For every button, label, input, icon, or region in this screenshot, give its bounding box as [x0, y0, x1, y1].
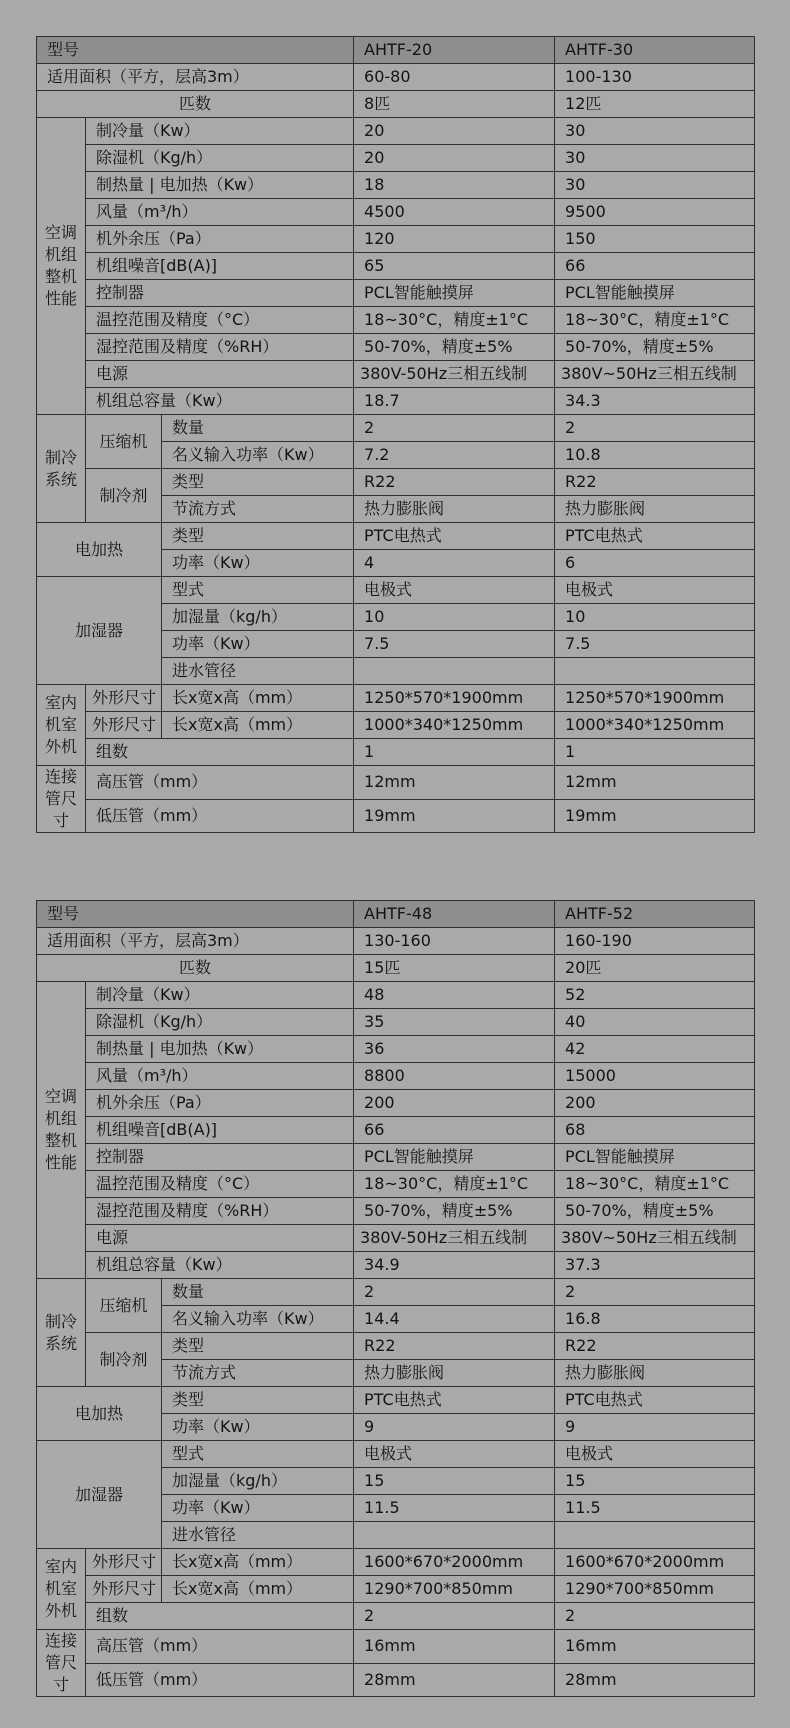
row-label: 温控范围及精度（°C）: [86, 307, 354, 334]
row-label: 功率（Kw）: [162, 1414, 354, 1441]
cell-value: 12匹: [555, 91, 755, 118]
row-label: 加湿量（kg/h）: [162, 604, 354, 631]
row-label: 风量（m³/h）: [86, 1063, 354, 1090]
row-label: 数量: [162, 415, 354, 442]
cell-value: 34.9: [354, 1252, 555, 1279]
cell-value: 15: [354, 1468, 555, 1495]
row-label: 制热量 | 电加热（Kw）: [86, 1036, 354, 1063]
cell-value: 10: [354, 604, 555, 631]
cell-value: 热力膨胀阀: [555, 1360, 755, 1387]
row-sublabel: 长x宽x高（mm）: [162, 685, 354, 712]
cell-value: 电极式: [555, 577, 755, 604]
cell-value: PCL智能触摸屏: [354, 1144, 555, 1171]
table-row: [37, 1630, 755, 1664]
cell-value: 1600*670*2000mm: [354, 1549, 555, 1576]
cell-value: [354, 658, 555, 685]
cell-value: 1000*340*1250mm: [354, 712, 555, 739]
row-label: 名义输入功率（Kw）: [162, 442, 354, 469]
table-row: [37, 1603, 755, 1630]
model-name: AHTF-52: [555, 901, 755, 928]
table-row: [37, 226, 755, 253]
cell-value: 11.5: [354, 1495, 555, 1522]
cell-value: 68: [555, 1117, 755, 1144]
row-label: 制热量 | 电加热（Kw）: [86, 172, 354, 199]
row-label: 类型: [162, 1333, 354, 1360]
cell-value: 2: [555, 415, 755, 442]
cell-value: 1250*570*1900mm: [555, 685, 755, 712]
table-row: [37, 145, 755, 172]
row-label: 湿控范围及精度（%RH）: [86, 1198, 354, 1225]
cell-value: 380V-50Hz三相五线制: [354, 1225, 555, 1252]
cell-value: 52: [555, 982, 755, 1009]
cell-value: 4500: [354, 199, 555, 226]
cell-value: 8800: [354, 1063, 555, 1090]
horsepower-row: [37, 91, 755, 118]
row-label: 机组总容量（Kw）: [86, 1252, 354, 1279]
cell-value: PTC电热式: [555, 523, 755, 550]
table-row: [37, 361, 755, 388]
cell-value: 42: [555, 1036, 755, 1063]
table-row: [37, 1387, 755, 1414]
row-label: 外形尺寸: [86, 1576, 162, 1603]
cell-value: 7.5: [354, 631, 555, 658]
table-row: [37, 1576, 755, 1603]
cell-value: 30: [555, 172, 755, 199]
cell-value: [555, 658, 755, 685]
cell-value: 20: [354, 145, 555, 172]
cell-value: 15000: [555, 1063, 755, 1090]
cell-value: 100-130: [555, 64, 755, 91]
table-row: [37, 1549, 755, 1576]
cell-value: 48: [354, 982, 555, 1009]
group-label-ac-unit: 空调机组整机性能: [37, 982, 86, 1279]
cell-value: 16mm: [555, 1630, 755, 1664]
cell-value: 1000*340*1250mm: [555, 712, 755, 739]
cell-value: 12mm: [555, 766, 755, 800]
cell-value: PTC电热式: [555, 1387, 755, 1414]
group-label-refrigeration: 制冷系统: [37, 1279, 86, 1387]
row-label: 加湿量（kg/h）: [162, 1468, 354, 1495]
row-label: 进水管径: [162, 658, 354, 685]
cell-value: 6: [555, 550, 755, 577]
row-sublabel: 长x宽x高（mm）: [162, 712, 354, 739]
cell-value: 2: [354, 415, 555, 442]
cell-value: 19mm: [555, 799, 755, 833]
cell-value: 160-190: [555, 928, 755, 955]
cell-value: 34.3: [555, 388, 755, 415]
cell-value: 40: [555, 1009, 755, 1036]
cell-value: 8匹: [354, 91, 555, 118]
row-label: 匹数: [37, 91, 354, 118]
cell-value: 热力膨胀阀: [555, 496, 755, 523]
table-row: [37, 388, 755, 415]
table-row: [37, 1441, 755, 1468]
table-row: [37, 415, 755, 442]
table-row: [37, 280, 755, 307]
cell-value: 热力膨胀阀: [354, 1360, 555, 1387]
table-row: [37, 1663, 755, 1697]
row-label: 低压管（mm）: [86, 1663, 354, 1697]
cell-value: 50-70%，精度±5%: [555, 334, 755, 361]
table-row: [37, 469, 755, 496]
table-row: [37, 118, 755, 145]
cell-value: 电极式: [555, 1441, 755, 1468]
cell-value: [555, 1522, 755, 1549]
group-label-heater: 电加热: [37, 1387, 162, 1441]
cell-value: 12mm: [354, 766, 555, 800]
cell-value: 19mm: [354, 799, 555, 833]
group-label-refrigeration: 制冷系统: [37, 415, 86, 523]
cell-value: 50-70%，精度±5%: [354, 1198, 555, 1225]
subgroup-label-refrigerant: 制冷剂: [86, 1333, 162, 1387]
row-label: 除湿机（Kg/h）: [86, 1009, 354, 1036]
row-label: 数量: [162, 1279, 354, 1306]
cell-value: 7.5: [555, 631, 755, 658]
row-label: 制冷量（Kw）: [86, 118, 354, 145]
horsepower-row: [37, 955, 755, 982]
row-sublabel: 长x宽x高（mm）: [162, 1549, 354, 1576]
cell-value: 1290*700*850mm: [354, 1576, 555, 1603]
table-row: [37, 1171, 755, 1198]
row-label: 控制器: [86, 1144, 354, 1171]
cell-value: 37.3: [555, 1252, 755, 1279]
row-label: 控制器: [86, 280, 354, 307]
row-label: 型式: [162, 1441, 354, 1468]
row-label: 功率（Kw）: [162, 1495, 354, 1522]
row-label: 机外余压（Pa）: [86, 226, 354, 253]
row-label: 低压管（mm）: [86, 799, 354, 833]
table-row: [37, 739, 755, 766]
cell-value: 15: [555, 1468, 755, 1495]
area-row: [37, 928, 755, 955]
subgroup-label-compressor: 压缩机: [86, 415, 162, 469]
spec-table-2: [36, 900, 755, 1697]
row-label: 节流方式: [162, 496, 354, 523]
model-name: AHTF-20: [354, 37, 555, 64]
group-label-units: 室内机室外机: [37, 1549, 86, 1630]
cell-value: 200: [555, 1090, 755, 1117]
cell-value: R22: [555, 469, 755, 496]
area-row: [37, 64, 755, 91]
cell-value: 36: [354, 1036, 555, 1063]
cell-value: 10.8: [555, 442, 755, 469]
subgroup-label-compressor: 压缩机: [86, 1279, 162, 1333]
table-row: [37, 982, 755, 1009]
model-label: 型号: [37, 901, 354, 928]
row-label: 适用面积（平方，层高3m）: [37, 64, 354, 91]
cell-value: 60-80: [354, 64, 555, 91]
table-row: [37, 1090, 755, 1117]
table-row: [37, 1009, 755, 1036]
table-row: [37, 307, 755, 334]
cell-value: 1600*670*2000mm: [555, 1549, 755, 1576]
spec-table-1: [36, 36, 755, 833]
cell-value: 1250*570*1900mm: [354, 685, 555, 712]
cell-value: PTC电热式: [354, 1387, 555, 1414]
cell-value: 150: [555, 226, 755, 253]
cell-value: 380V~50Hz三相五线制: [555, 361, 755, 388]
row-label: 进水管径: [162, 1522, 354, 1549]
cell-value: 50-70%，精度±5%: [354, 334, 555, 361]
table-row: [37, 712, 755, 739]
cell-value: 130-160: [354, 928, 555, 955]
table-row: [37, 253, 755, 280]
cell-value: R22: [354, 1333, 555, 1360]
cell-value: 18~30°C，精度±1°C: [354, 307, 555, 334]
group-label-piping: 连接管尺寸: [37, 766, 86, 833]
row-label: 机组总容量（Kw）: [86, 388, 354, 415]
cell-value: 16mm: [354, 1630, 555, 1664]
cell-value: 66: [555, 253, 755, 280]
cell-value: PCL智能触摸屏: [555, 1144, 755, 1171]
cell-value: 1: [354, 739, 555, 766]
cell-value: [354, 1522, 555, 1549]
cell-value: PTC电热式: [354, 523, 555, 550]
cell-value: 380V-50Hz三相五线制: [354, 361, 555, 388]
cell-value: 65: [354, 253, 555, 280]
cell-value: 2: [555, 1603, 755, 1630]
model-header-row: [37, 901, 755, 928]
table-row: [37, 199, 755, 226]
model-header-row: [37, 37, 755, 64]
row-label: 风量（m³/h）: [86, 199, 354, 226]
cell-value: 7.2: [354, 442, 555, 469]
model-label: 型号: [37, 37, 354, 64]
row-label: 节流方式: [162, 1360, 354, 1387]
group-label-units: 室内机室外机: [37, 685, 86, 766]
table-row: [37, 1144, 755, 1171]
cell-value: 热力膨胀阀: [354, 496, 555, 523]
cell-value: 15匹: [354, 955, 555, 982]
table-row: [37, 334, 755, 361]
table-row: [37, 577, 755, 604]
table-row: [37, 799, 755, 833]
row-label: 机组噪音[dB(A)]: [86, 1117, 354, 1144]
table-row: [37, 1117, 755, 1144]
cell-value: 9: [555, 1414, 755, 1441]
table-row: [37, 1279, 755, 1306]
row-label: 适用面积（平方，层高3m）: [37, 928, 354, 955]
cell-value: 50-70%，精度±5%: [555, 1198, 755, 1225]
cell-value: 20: [354, 118, 555, 145]
row-label: 电源: [86, 361, 354, 388]
cell-value: 120: [354, 226, 555, 253]
row-label: 组数: [86, 739, 354, 766]
table-row: [37, 766, 755, 800]
cell-value: 18.7: [354, 388, 555, 415]
row-label: 功率（Kw）: [162, 550, 354, 577]
cell-value: PCL智能触摸屏: [555, 280, 755, 307]
cell-value: 35: [354, 1009, 555, 1036]
cell-value: 18: [354, 172, 555, 199]
table-row: [37, 1252, 755, 1279]
row-label: 外形尺寸: [86, 712, 162, 739]
cell-value: 16.8: [555, 1306, 755, 1333]
cell-value: 20匹: [555, 955, 755, 982]
subgroup-label-refrigerant: 制冷剂: [86, 469, 162, 523]
table-row: [37, 1198, 755, 1225]
row-label: 名义输入功率（Kw）: [162, 1306, 354, 1333]
table-row: [37, 523, 755, 550]
cell-value: 200: [354, 1090, 555, 1117]
cell-value: 30: [555, 145, 755, 172]
row-label: 匹数: [37, 955, 354, 982]
cell-value: 1: [555, 739, 755, 766]
row-label: 高压管（mm）: [86, 766, 354, 800]
row-label: 机组噪音[dB(A)]: [86, 253, 354, 280]
table-row: [37, 685, 755, 712]
row-label: 除湿机（Kg/h）: [86, 145, 354, 172]
row-label: 制冷量（Kw）: [86, 982, 354, 1009]
cell-value: 18~30°C，精度±1°C: [555, 307, 755, 334]
cell-value: 18~30°C，精度±1°C: [354, 1171, 555, 1198]
row-label: 组数: [86, 1603, 354, 1630]
cell-value: R22: [555, 1333, 755, 1360]
row-label: 类型: [162, 469, 354, 496]
row-label: 湿控范围及精度（%RH）: [86, 334, 354, 361]
cell-value: 1290*700*850mm: [555, 1576, 755, 1603]
cell-value: 2: [555, 1279, 755, 1306]
table-row: [37, 1036, 755, 1063]
group-label-ac-unit: 空调机组整机性能: [37, 118, 86, 415]
cell-value: 2: [354, 1603, 555, 1630]
cell-value: 电极式: [354, 1441, 555, 1468]
group-label-humidifier: 加湿器: [37, 1441, 162, 1549]
row-label: 高压管（mm）: [86, 1630, 354, 1664]
cell-value: R22: [354, 469, 555, 496]
cell-value: 66: [354, 1117, 555, 1144]
cell-value: 14.4: [354, 1306, 555, 1333]
row-label: 类型: [162, 1387, 354, 1414]
row-label: 温控范围及精度（°C）: [86, 1171, 354, 1198]
row-label: 外形尺寸: [86, 685, 162, 712]
cell-value: 28mm: [555, 1663, 755, 1697]
table-row: [37, 172, 755, 199]
model-name: AHTF-30: [555, 37, 755, 64]
row-label: 外形尺寸: [86, 1549, 162, 1576]
cell-value: 18~30°C，精度±1°C: [555, 1171, 755, 1198]
table-row: [37, 1225, 755, 1252]
model-name: AHTF-48: [354, 901, 555, 928]
table-row: [37, 1333, 755, 1360]
row-label: 型式: [162, 577, 354, 604]
table-row: [37, 1063, 755, 1090]
cell-value: 380V~50Hz三相五线制: [555, 1225, 755, 1252]
group-label-piping: 连接管尺寸: [37, 1630, 86, 1697]
row-label: 类型: [162, 523, 354, 550]
cell-value: 28mm: [354, 1663, 555, 1697]
cell-value: 10: [555, 604, 755, 631]
cell-value: PCL智能触摸屏: [354, 280, 555, 307]
cell-value: 30: [555, 118, 755, 145]
group-label-heater: 电加热: [37, 523, 162, 577]
cell-value: 电极式: [354, 577, 555, 604]
cell-value: 2: [354, 1279, 555, 1306]
row-label: 机外余压（Pa）: [86, 1090, 354, 1117]
row-label: 功率（Kw）: [162, 631, 354, 658]
cell-value: 9: [354, 1414, 555, 1441]
row-sublabel: 长x宽x高（mm）: [162, 1576, 354, 1603]
group-label-humidifier: 加湿器: [37, 577, 162, 685]
cell-value: 9500: [555, 199, 755, 226]
row-label: 电源: [86, 1225, 354, 1252]
cell-value: 4: [354, 550, 555, 577]
cell-value: 11.5: [555, 1495, 755, 1522]
